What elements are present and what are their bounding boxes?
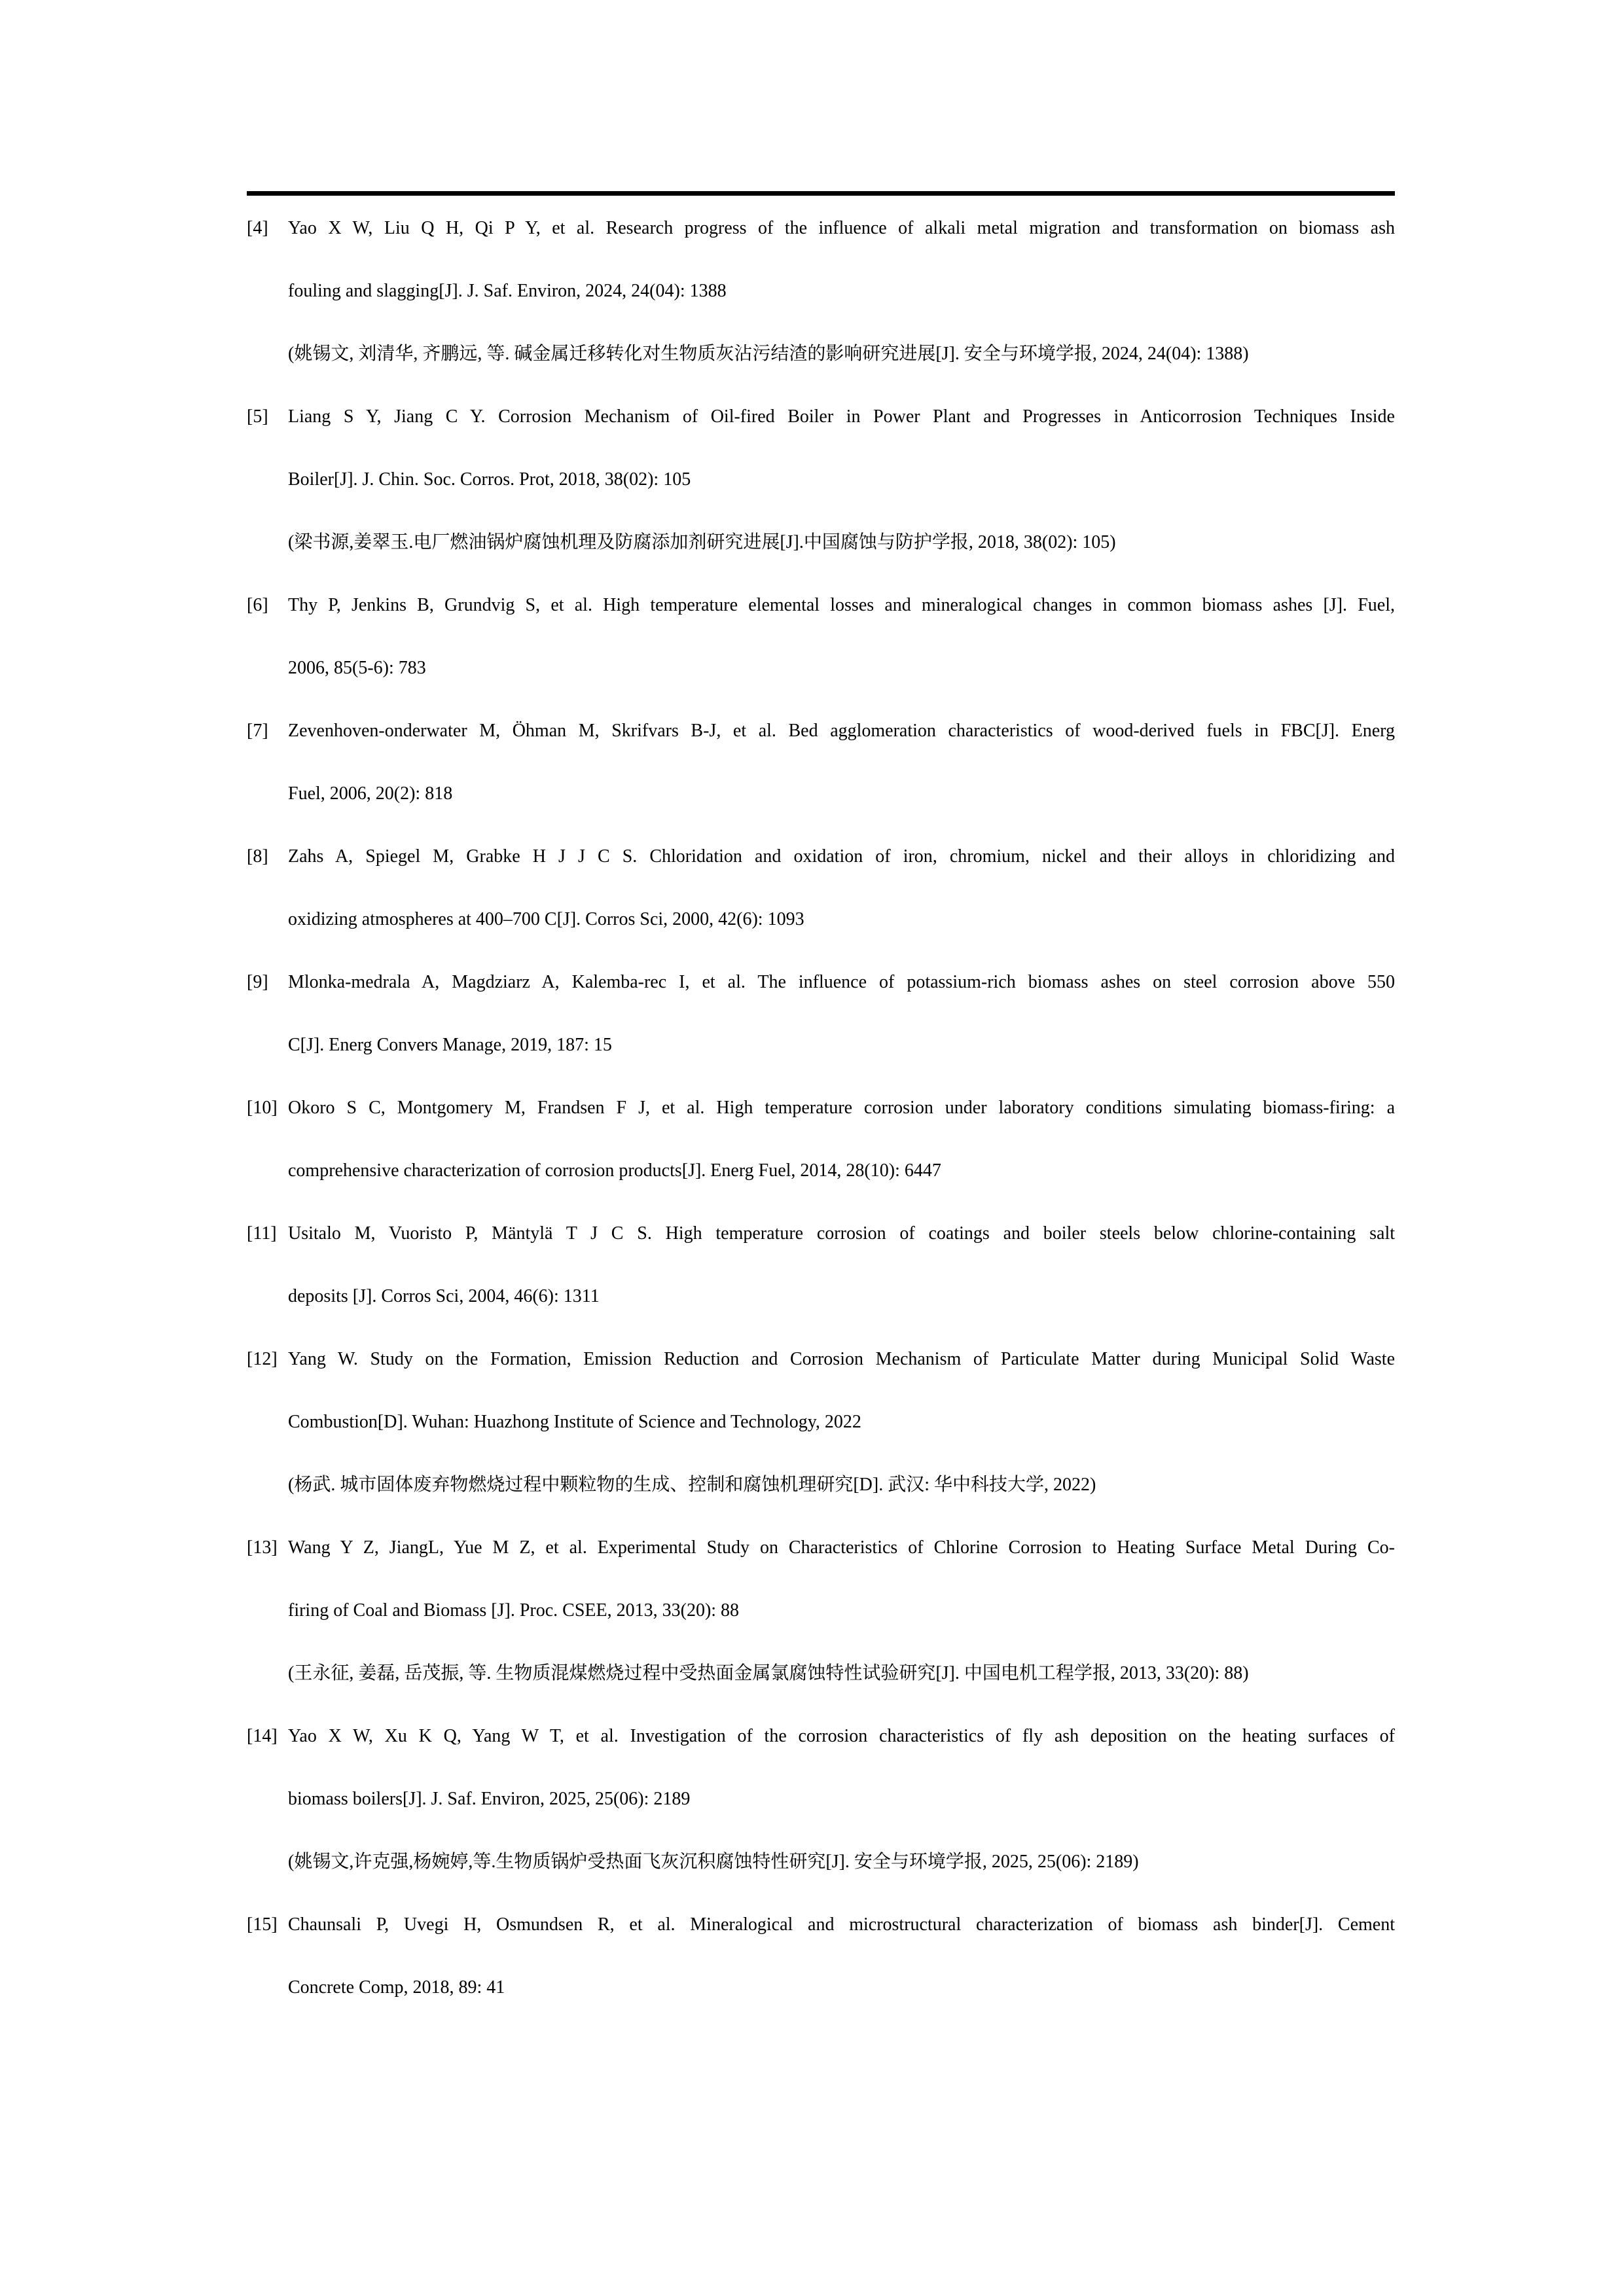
reference-label: [10] (247, 1098, 278, 1118)
reference-line: Thy P, Jenkins B, Grundvig S, et al. High temperature elemental losses and mineralogical changes in common biomass ashes [J]. Fuel, (288, 595, 1395, 615)
reference-line: Liang S Y, Jiang C Y. Corrosion Mechanism of Oil-fired Boiler in Power Plant and Progresses in Anticorrosion Techniques Inside (288, 406, 1395, 427)
reference-label: [12] (247, 1349, 278, 1369)
reference-line-translation: (王永征, 姜磊, 岳茂振, 等. 生物质混煤燃烧过程中受热面金属氯腐蚀特性试验研究[J]. 中国电机工程学报, 2013, 33(20): 88) (288, 1663, 1249, 1683)
reference-entry (247, 1893, 1395, 2019)
reference-entry (247, 574, 1395, 700)
reference-entry (247, 825, 1395, 951)
reference-line: Boiler[J]. J. Chin. Soc. Corros. Prot, 2018, 38(02): 105 (288, 469, 691, 490)
references-list (247, 197, 1395, 2019)
reference-entry (247, 1077, 1395, 1202)
reference-entry (247, 1516, 1395, 1705)
reference-label: [6] (247, 595, 268, 615)
reference-label: [4] (247, 218, 268, 238)
reference-line-translation: (梁书源,姜翠玉.电厂燃油锅炉腐蚀机理及防腐添加剂研究进展[J].中国腐蚀与防护学报, 2018, 38(02): 105) (288, 532, 1116, 552)
reference-line: Usitalo M, Vuoristo P, Mäntylä T J C S. High temperature corrosion of coatings and boiler steels below chlorine-containing salt (288, 1223, 1395, 1244)
reference-line: fouling and slagging[J]. J. Saf. Environ, 2024, 24(04): 1388 (288, 281, 727, 301)
reference-entry (247, 1328, 1395, 1516)
reference-entry (247, 1705, 1395, 1893)
reference-line: deposits [J]. Corros Sci, 2004, 46(6): 1311 (288, 1286, 600, 1306)
reference-line: Yao X W, Xu K Q, Yang W T, et al. Investigation of the corrosion characteristics of fly ash deposition on the heating surfaces of (288, 1726, 1395, 1746)
reference-line: biomass boilers[J]. J. Saf. Environ, 2025, 25(06): 2189 (288, 1789, 691, 1809)
reference-entry (247, 951, 1395, 1077)
reference-line: Mlonka-medrala A, Magdziarz A, Kalemba-rec I, et al. The influence of potassium-rich biomass ashes on steel corrosion above 550 (288, 972, 1395, 992)
reference-entry (247, 386, 1395, 574)
reference-line: Zevenhoven-onderwater M, Öhman M, Skrifvars B-J, et al. Bed agglomeration characteristics of wood-derived fuels in FBC[J]. Energ (288, 721, 1395, 741)
reference-label: [7] (247, 721, 268, 741)
reference-label: [15] (247, 1914, 278, 1935)
reference-label: [8] (247, 846, 268, 867)
reference-line: Combustion[D]. Wuhan: Huazhong Institute of Science and Technology, 2022 (288, 1412, 861, 1432)
reference-line: Zahs A, Spiegel M, Grabke H J J C S. Chloridation and oxidation of iron, chromium, nickel and their alloys in chloridizing and (288, 846, 1395, 867)
reference-entry (247, 700, 1395, 825)
reference-label: [5] (247, 406, 268, 427)
reference-line: comprehensive characterization of corrosion products[J]. Energ Fuel, 2014, 28(10): 6447 (288, 1160, 941, 1181)
reference-label: [13] (247, 1537, 278, 1558)
reference-entry (247, 197, 1395, 386)
reference-line: C[J]. Energ Convers Manage, 2019, 187: 15 (288, 1035, 612, 1055)
reference-line: firing of Coal and Biomass [J]. Proc. CSEE, 2013, 33(20): 88 (288, 1600, 740, 1621)
reference-line: oxidizing atmospheres at 400–700 C[J]. Corros Sci, 2000, 42(6): 1093 (288, 909, 804, 929)
reference-label: [14] (247, 1726, 278, 1746)
reference-line: Yang W. Study on the Formation, Emission Reduction and Corrosion Mechanism of Particulate Matter during Municipal Solid Waste (288, 1349, 1395, 1369)
reference-label: [11] (247, 1223, 277, 1244)
reference-line-translation: (姚锡文,许克强,杨婉婷,等.生物质锅炉受热面飞灰沉积腐蚀特性研究[J]. 安全与环境学报, 2025, 25(06): 2189) (288, 1852, 1139, 1872)
reference-label: [9] (247, 972, 268, 992)
reference-line-translation: (杨武. 城市固体废弃物燃烧过程中颗粒物的生成、控制和腐蚀机理研究[D]. 武汉: 华中科技大学, 2022) (288, 1475, 1096, 1495)
reference-line: Fuel, 2006, 20(2): 818 (288, 783, 453, 804)
reference-line: Concrete Comp, 2018, 89: 41 (288, 1977, 505, 1998)
reference-line: Chaunsali P, Uvegi H, Osmundsen R, et al. Mineralogical and microstructural characterization of biomass ash binder[J]. Cement (288, 1914, 1395, 1935)
reference-line: Wang Y Z, JiangL, Yue M Z, et al. Experimental Study on Characteristics of Chlorine Corrosion to Heating Surface Metal During Co- (288, 1537, 1395, 1558)
reference-line: 2006, 85(5-6): 783 (288, 658, 426, 678)
reference-line-translation: (姚锡文, 刘清华, 齐鹏远, 等. 碱金属迁移转化对生物质灰沾污结渣的影响研究进展[J]. 安全与环境学报, 2024, 24(04): 1388) (288, 344, 1249, 364)
header-rule (247, 191, 1395, 196)
reference-entry (247, 1202, 1395, 1328)
reference-line: Yao X W, Liu Q H, Qi P Y, et al. Research progress of the influence of alkali metal migration and transformation on biomass ash (288, 218, 1395, 238)
reference-line: Okoro S C, Montgomery M, Frandsen F J, et al. High temperature corrosion under laboratory conditions simulating biomass-firing: a (288, 1098, 1395, 1118)
